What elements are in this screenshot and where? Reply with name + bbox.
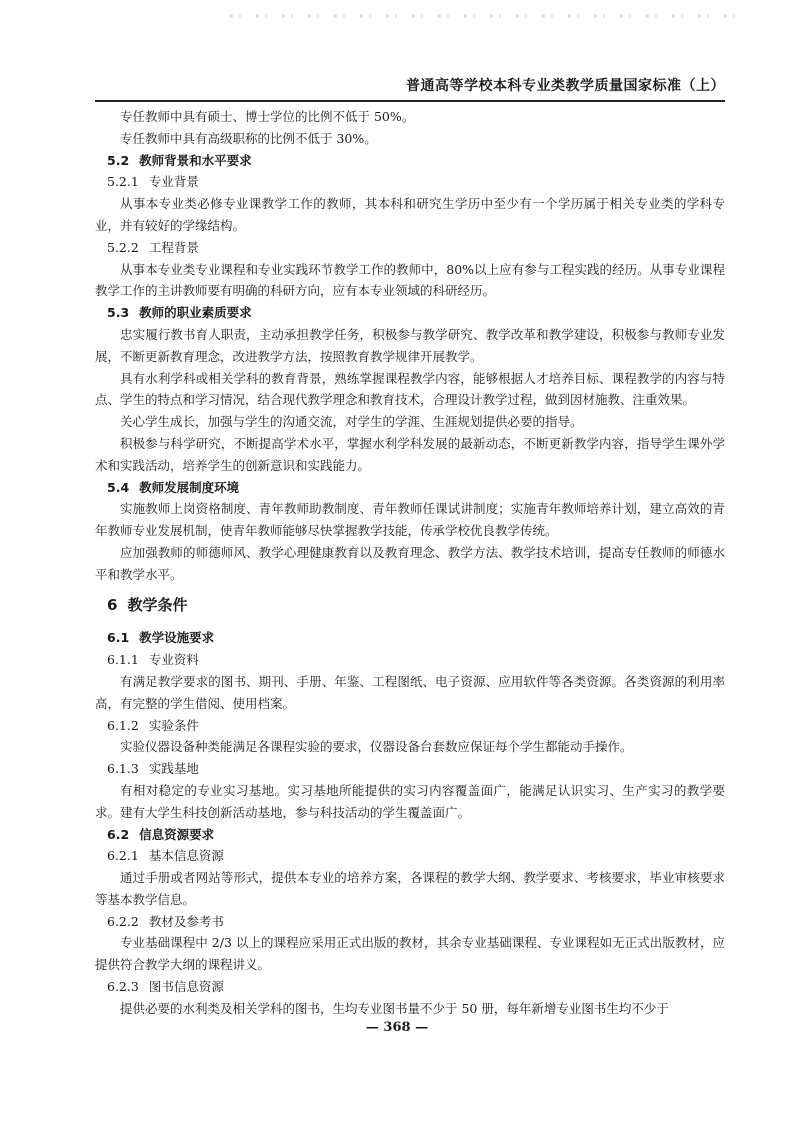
subsubsection-heading [95, 649, 725, 671]
heading-title: 信息资源要求 [139, 826, 215, 842]
paragraph: 关心学生成长，加强与学生的沟通交流，对学生的学涯、生涯规划提供必要的指导。 [120, 414, 583, 430]
heading-title: 教学设施要求 [139, 630, 215, 646]
heading-title: 教师的职业素质要求 [139, 305, 252, 321]
heading-title: 教师背景和水平要求 [139, 152, 252, 168]
heading-number: 6.2.3 [107, 979, 139, 995]
heading-number: 5.2.2 [107, 239, 139, 255]
heading-number: 6.1.3 [107, 761, 139, 777]
heading-number: 6 [107, 595, 118, 614]
subsection-heading [95, 477, 725, 499]
paragraph: 通过手册或者网站等形式，提供本专业的培养方案，各课程的教学大纲、教学要求、考核要求，毕业审核要求等基本教学信息。 [95, 870, 725, 907]
subsubsection-heading [95, 976, 725, 998]
heading-number: 6.2.1 [107, 848, 139, 864]
heading-number: 6.2 [107, 826, 130, 842]
page-number: — 368 — [365, 1020, 429, 1035]
paragraph: 忠实履行教书育人职责，主动承担教学任务，积极参与教学研究、教学改革和教学建设，积极参与教师专业发展，不断更新教育理念，改进教学方法，按照教育教学规律开展教学。 [95, 326, 725, 364]
paragraph: 从事本专业类专业课程和专业实践环节教学工作的教师中，80%以上应有参与工程实践的经历。从事专业课程教学工作的主讲教师要有明确的科研方向，应有本专业领域的科研经历。 [95, 261, 725, 299]
subsubsection-heading [95, 237, 725, 259]
heading-number: 5.2.1 [107, 174, 139, 190]
subsubsection-heading [95, 845, 725, 867]
paragraph: 具有水利学科或相关学科的教育背景，熟练掌握课程教学内容，能够根据人才培养目标、课程教学的内容与特点、学生的特点和学习情况，结合现代教学理念和教育技术，合理设计教学过程，做到因材施教、注重效果。 [95, 370, 725, 408]
subsubsection-heading [95, 715, 725, 737]
heading-number: 6.2.2 [107, 913, 139, 929]
subsubsection-heading [95, 171, 725, 193]
subsubsection-heading [95, 911, 725, 933]
heading-number: 6.1 [107, 630, 130, 646]
paragraph: 有相对稳定的专业实习基地。实习基地所能提供的实习内容覆盖面广，能满足认识实习、生产实习的教学要求。建有大学生科技创新活动基地，参与科技活动的学生覆盖面广。 [95, 782, 725, 820]
paragraph: 实验仪器设备种类能满足各课程实验的要求，仪器设备台套数应保证每个学生都能动手操作。 [120, 739, 633, 755]
paragraph: 有满足教学要求的图书、期刊、手册、年鉴、工程图纸、电子资源、应用软件等各类资源。各类资源的利用率高，有完整的学生借阅、使用档案。 [95, 673, 725, 711]
heading-number: 5.4 [107, 479, 130, 495]
heading-title: 基本信息资源 [148, 848, 224, 864]
heading-title: 专业背景 [148, 174, 199, 190]
subsubsection-heading [95, 758, 725, 780]
heading-title: 教学条件 [127, 595, 188, 614]
paragraph: 专任教师中具有硕士、博士学位的比例不低于 50%。 [120, 109, 415, 124]
heading-title: 实践基地 [148, 761, 199, 777]
subsection-heading [95, 627, 725, 649]
heading-title: 教师发展制度环境 [139, 479, 240, 495]
scan-artifact [230, 14, 750, 18]
paragraph: 提供必要的水利类及相关学科的图书，生均专业图书量不少于 50 册，每年新增专业图书生均不少于 [120, 1000, 669, 1016]
heading-title: 图书信息资源 [148, 979, 224, 995]
body-text [95, 106, 725, 1020]
paragraph: 专业基础课程中 2/3 以上的课程应采用正式出版的教材，其余专业基础课程、专业课程如无正式出版教材，应提供符合教学大纲的课程讲义。 [95, 935, 725, 973]
paragraph: 应加强教师的师德师风、教学心理健康教育以及教育理念、教学方法、教学技术培训，提高专任教师的师德水平和教学水平。 [95, 544, 725, 582]
subsection-heading [95, 150, 725, 172]
heading-number: 5.2 [107, 152, 130, 168]
paragraph: 专任教师中具有高级职称的比例不低于 30%。 [120, 130, 377, 146]
section-heading [95, 595, 725, 617]
heading-number: 6.1.1 [107, 652, 139, 668]
paragraph: 从事本专业类必修专业课教学工作的教师，其本科和研究生学历中至少有一个学历属于相关专业类的学科专业，并有较好的学缘结构。 [95, 196, 725, 233]
heading-number: 6.1.2 [107, 717, 139, 733]
heading-title: 专业资料 [148, 652, 199, 668]
heading-title: 教材及参考书 [148, 913, 224, 929]
heading-title: 实验条件 [148, 717, 199, 733]
paragraph: 实施教师上岗资格制度、青年教师助教制度、青年教师任课试讲制度；实施青年教师培养计划，建立高效的青年教师专业发展机制，使青年教师能够尽快掌握教学技能，传承学校优良教学传统。 [95, 501, 725, 539]
subsection-heading [95, 302, 725, 324]
header-title: 普通高等学校本科专业类教学质量国家标准（上） [406, 78, 725, 94]
running-header [95, 72, 725, 102]
heading-title: 工程背景 [148, 239, 199, 255]
subsection-heading [95, 824, 725, 846]
paragraph: 积极参与科学研究，不断提高学术水平，掌握水利学科发展的最新动态，不断更新教学内容，指导学生课外学术和实践活动，培养学生的创新意识和实践能力。 [95, 435, 725, 473]
heading-number: 5.3 [107, 305, 130, 321]
